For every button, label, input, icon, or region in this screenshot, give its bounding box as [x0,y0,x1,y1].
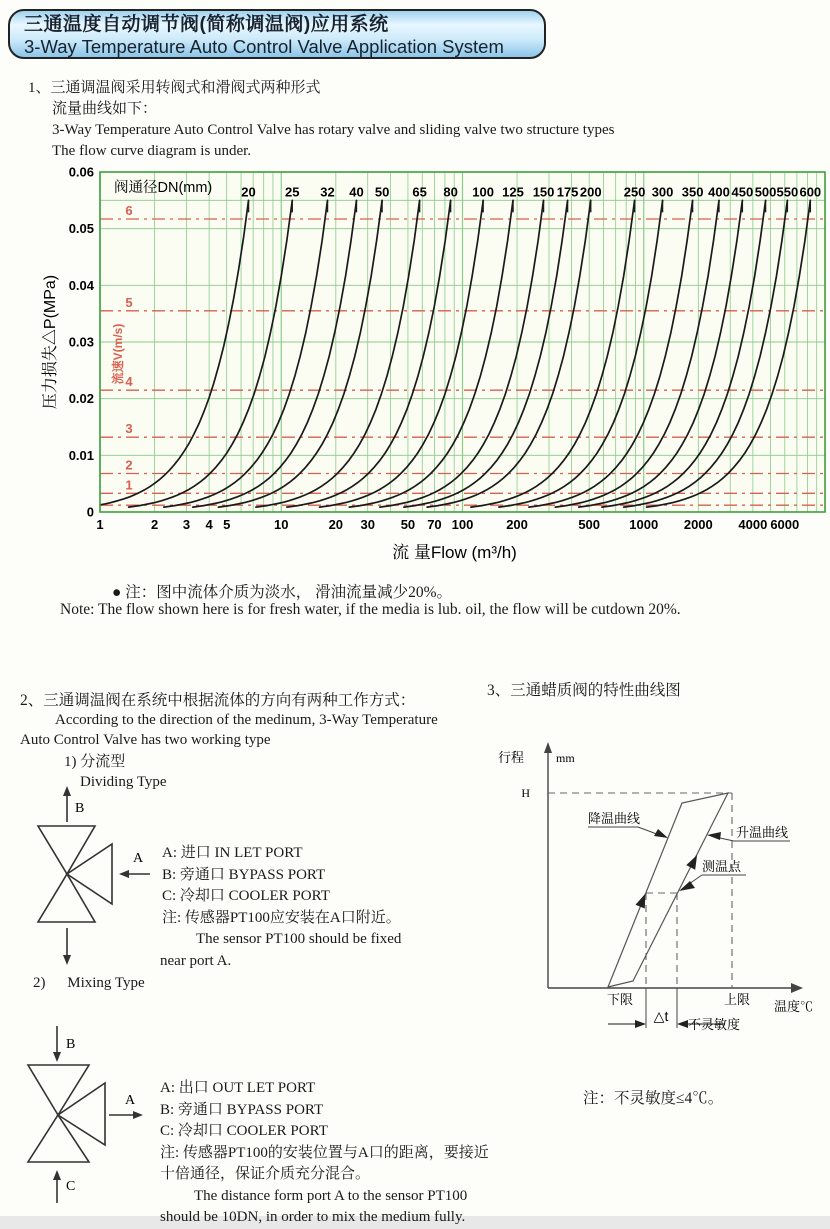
dn-label: 100 [472,184,495,200]
x-tick-label: 2000 [683,517,713,532]
stroke-unit-label: mm [556,751,575,765]
x-tick-label: 6000 [770,517,800,532]
x-tick-label: 200 [506,517,528,532]
temperature-axis-label: 温度℃ [774,999,814,1014]
h-label: H [521,786,530,800]
stroke-axis-label: 行程 [498,750,525,765]
dividing-port-c: C: 冷却口 COOLER PORT [162,888,330,904]
x-tick-label: 100 [451,517,474,532]
section1-line1-en: 3-Way Temperature Auto Control Valve has rotary valve and sliding valve two structure types [52,122,615,138]
dividing-port-b: B: 旁通口 BYPASS PORT [162,866,326,883]
x-tick-label: 30 [360,517,375,532]
x-tick-label: 20 [328,517,344,532]
section3-note: 注：不灵敏度≤4℃。 [583,1090,724,1107]
page-title-banner [8,9,546,59]
mixing-port-a: A: 出口 OUT LET PORT [160,1080,316,1096]
dividing-valve-diagram [25,782,165,977]
dn-label: 250 [623,184,646,200]
dn-label: 20 [241,184,256,200]
velocity-axis-label: 流速V(m/s) [111,323,125,385]
section2-heading: 2、三通调温阀在系统中根据流体的方向有两种工作方式： [20,692,416,709]
dn-label: 175 [556,184,579,200]
dn-label: 65 [412,184,427,200]
upper-limit-label: 上限 [723,992,751,1007]
insensitivity-label: 不灵敏度 [688,1017,741,1032]
dn-label: 400 [708,184,730,200]
x-tick-label: 70 [427,517,442,532]
velocity-value-label: 3 [125,421,133,437]
x-tick-label: 3 [182,517,191,532]
section2-sub1-zh: 1) 分流型 [64,754,126,770]
section2-sub1-en: Dividing Type [80,774,167,790]
velocity-value-label: 6 [125,203,133,219]
mixing-port-c-label: C [66,1179,76,1194]
arrow-up-icon [53,1170,61,1180]
x-tick-label: 4 [205,517,213,532]
x-tick-label: 4000 [738,517,768,532]
velocity-value-label: 5 [125,294,133,310]
y-tick-label: 0.04 [68,277,94,293]
flow-curve-chart-svg [28,162,828,570]
dn-label: 50 [374,184,390,200]
heating-direction-arrow-icon [686,853,701,870]
sub2-number: 2) [33,975,46,991]
arrow-down-icon [63,955,71,965]
mixing-note-en1: The distance form port A to the sensor PT100 [194,1187,468,1204]
velocity-value-label: 2 [125,457,133,473]
arrow-left-icon [119,870,129,878]
flow-curve-chart [28,162,828,570]
delta-left-arrow-icon [635,1020,646,1028]
mixing-port-c: C: 冷却口 COOLER PORT [160,1123,328,1139]
dn-label: 125 [502,184,524,200]
dn-label: 80 [443,184,458,200]
dn-label: 500 [754,184,777,200]
delta-right-arrow-icon [677,1020,688,1028]
x-tick-label: 1 [96,517,104,532]
mixing-port-a-label: A [125,1093,136,1108]
axis-arrow-up-icon [544,742,552,753]
x-tick-label: 2 [150,517,159,532]
section1-line2-en: The flow curve diagram is under. [52,143,252,159]
delta-t-label: △t [653,1008,669,1024]
section1-line2-zh: 流量曲线如下： [52,101,158,117]
y-tick-label: 0.03 [68,334,94,350]
characteristic-curve-diagram [490,740,830,1051]
heating-curve-label: 升温曲线 [736,825,789,840]
mixing-note-zh2: 十倍通径，保证介质充分混合。 [160,1166,371,1182]
dn-label: 150 [532,184,555,200]
dn-label: 350 [681,184,704,200]
mixing-port-b-label: B [66,1037,76,1052]
mixing-note-zh1: 注: 传感器PT100的安装位置与A口的距离，要接近 [160,1144,489,1161]
dn-axis-title: 阀通径DN(mm) [114,180,213,196]
dn-label: 25 [285,184,300,200]
dn-label: 550 [776,184,799,200]
cooling-curve-label: 降温曲线 [588,811,641,826]
y-tick-label: 0.06 [68,164,94,180]
measure-point-label: 测温点 [702,859,742,874]
axis-arrow-right-icon [791,983,803,993]
x-axis-title: 流 量Flow (m³/h) [392,543,517,562]
dividing-ports-text [162,843,492,972]
section2-en2: Auto Control Valve has two working type [20,732,271,748]
dividing-port-a: A: 进口 IN LET PORT [162,845,303,861]
x-tick-label: 500 [578,517,601,532]
dividing-note-en2: near port A. [160,952,232,969]
x-tick-label: 10 [274,517,289,532]
dn-label: 32 [320,184,335,200]
mixing-note-en2: should be 10DN, in order to mix the medium fully. [160,1209,466,1225]
x-tick-label: 50 [400,517,416,532]
y-axis-title: 压力损失△P(MPa) [42,274,59,410]
y-tick-label: 0.05 [68,221,94,237]
page-title-en: 3-Way Temperature Auto Control Valve Application System [24,36,504,57]
section2-en1: According to the direction of the medinum, 3-Way Temperature [55,712,438,728]
dn-label: 300 [651,184,674,200]
mixing-port-b: B: 旁通口 BYPASS PORT [160,1101,324,1118]
dividing-port-b-label: B [75,801,85,816]
section3-heading: 3、三通蜡质阀的特性曲线图 [487,682,681,699]
x-tick-label: 1000 [629,517,659,532]
arrow-up-icon [63,786,71,796]
dn-label: 200 [579,184,602,200]
mixing-ports-text [160,1078,508,1229]
dn-label: 600 [799,184,822,200]
x-tick-label: 5 [223,517,231,532]
dividing-note-en1: The sensor PT100 should be fixed [196,931,402,947]
page-title-zh: 三通温度自动调节阀(简称调温阀)应用系统 [24,14,389,35]
dividing-note-zh: 注: 传感器PT100应安装在A口附近。 [162,909,401,926]
mixing-valve-diagram [25,1020,165,1220]
arrow-down-icon [53,1052,61,1062]
chart-note-en: Note: The flow shown here is for fresh water, if the media is lub. oil, the flow will be cutdown 20%. [60,601,681,618]
arrow-right-icon [133,1111,143,1119]
y-tick-label: 0 [86,504,94,520]
chart-note-zh: ● 注：图中流体介质为淡水， 滑油流量减少20%。 [112,584,453,601]
cooling-direction-arrow-icon [635,892,650,909]
dn-label: 40 [349,184,364,200]
dn-label: 450 [731,184,754,200]
sub2-label: Mixing Type [67,975,145,991]
lower-limit-label: 下限 [606,992,634,1007]
y-tick-label: 0.01 [68,447,94,463]
velocity-value-label: 4 [125,374,133,390]
velocity-value-label: 1 [125,477,133,493]
cooling-leader-arrow-icon [654,829,668,838]
section1-line1-zh: 1、三通调温阀采用转阀式和滑阀式两种形式 [28,80,321,96]
section1-text [28,78,798,162]
section2-sub2 [33,973,145,994]
dividing-port-a-label: A [133,851,144,866]
y-tick-label: 0.02 [68,391,94,407]
heating-leader-arrow-icon [707,832,721,840]
